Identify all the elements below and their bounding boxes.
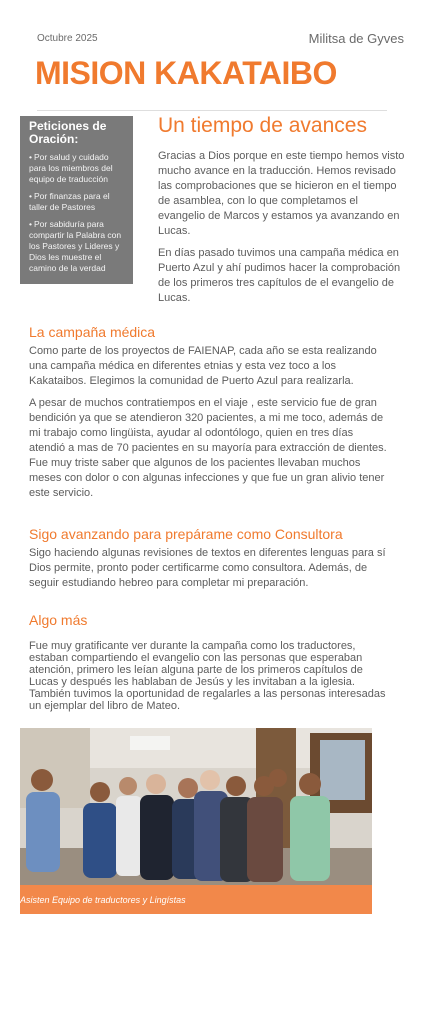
main-paragraph: En días pasado tuvimos una campaña médica en Puerto Azul y ahí pudimos hacer la comprobación de los primeros tres capítulos de el evangelio de Lucas. bbox=[158, 247, 401, 304]
bullet-icon: • bbox=[29, 191, 32, 201]
section-paragraph: Como parte de los proyectos de FAIENAP, cada año se esta realizando una campaña médica en diferentes etnias y esta vez toco a los Kakataibos. Elegimos la comunidad de Puerto Azul para realizarla. bbox=[29, 345, 377, 387]
prayer-item-text: Por sabiduría para compartir la Palabra con los Pastores y Lideres y Dios les muestre el camino de la verdad bbox=[29, 219, 122, 273]
photo-caption: Asisten Equipo de traductores y Lingístas bbox=[20, 895, 186, 905]
newsletter-title: MISION KAKATAIBO bbox=[35, 55, 337, 91]
newsletter-date: Octubre 2025 bbox=[37, 33, 98, 44]
section-paragraph: Fue muy gratificante ver durante la campaña como los traductores, estaban compartiendo el evangelio con las personas que esperaban atención, primero les leían alguna parte de los primeros capítulos de Lucas y después les hablaban de Jesús y les invitaban a la iglesia. También tuvimos la oportunidad de regalarles a las personas interesadas un ejemplar del libro de Mateo. bbox=[29, 640, 386, 712]
bullet-icon: • bbox=[29, 152, 32, 162]
bullet-icon: • bbox=[29, 219, 32, 229]
team-photo bbox=[20, 728, 372, 885]
main-paragraph: Gracias a Dios porque en este tiempo hemos visto mucho avance en la traducción. Hemos revisado las comprobaciones que se hicieron en el tiempo de asamblea, con lo que completamos el evangelio de Marcos y estamos ya avanzando en Lucas. bbox=[158, 150, 405, 237]
photo-caption-bar bbox=[20, 885, 372, 914]
prayer-title-line1: Peticiones de bbox=[29, 119, 107, 133]
section-heading: Sigo avanzando para prepárame como Consultora bbox=[29, 526, 343, 542]
prayer-item bbox=[29, 219, 127, 274]
main-article bbox=[158, 149, 406, 313]
section-paragraph: Sigo haciendo algunas revisiones de textos en diferentes lenguas para sí Dios permite, pronto poder certificarme como consultora. Además, de seguir estudiando hebreo para completar mi preparación. bbox=[29, 547, 386, 589]
prayer-title bbox=[29, 120, 127, 146]
prayer-title-line2: Oración: bbox=[29, 132, 79, 146]
section-heading: La campaña médica bbox=[29, 324, 156, 340]
section-consultant bbox=[29, 526, 389, 598]
section-paragraph: A pesar de muchos contratiempos en el viaje , este servicio fue de gran bendición ya que se atendieron 320 pacientes, a mi me toco, además de mi trabajo como lingüista, ayudar al odontólogo, quien en tres días atendió a mas de 70 pacientes en su mayoría para extracción de dientes. Fue muy triste saber que algunos de los pacientes llevaban muchos meses con dolor o con algunas infecciones y que fue un gran alivio tener este servicio. bbox=[29, 397, 387, 499]
section-heading: Algo más bbox=[29, 612, 88, 628]
main-heading: Un tiempo de avances bbox=[158, 114, 367, 137]
section-more bbox=[29, 612, 389, 719]
prayer-item bbox=[29, 191, 127, 213]
section-campaign bbox=[29, 324, 389, 508]
author-name: Militsa de Gyves bbox=[308, 31, 404, 46]
prayer-requests-box bbox=[20, 116, 133, 284]
header-divider bbox=[37, 110, 387, 111]
prayer-item-text: Por salud y cuidado para los miembros del equipo de traducción bbox=[29, 152, 113, 184]
prayer-item bbox=[29, 152, 127, 185]
prayer-item-text: Por finanzas para el taller de Pastores bbox=[29, 191, 110, 212]
